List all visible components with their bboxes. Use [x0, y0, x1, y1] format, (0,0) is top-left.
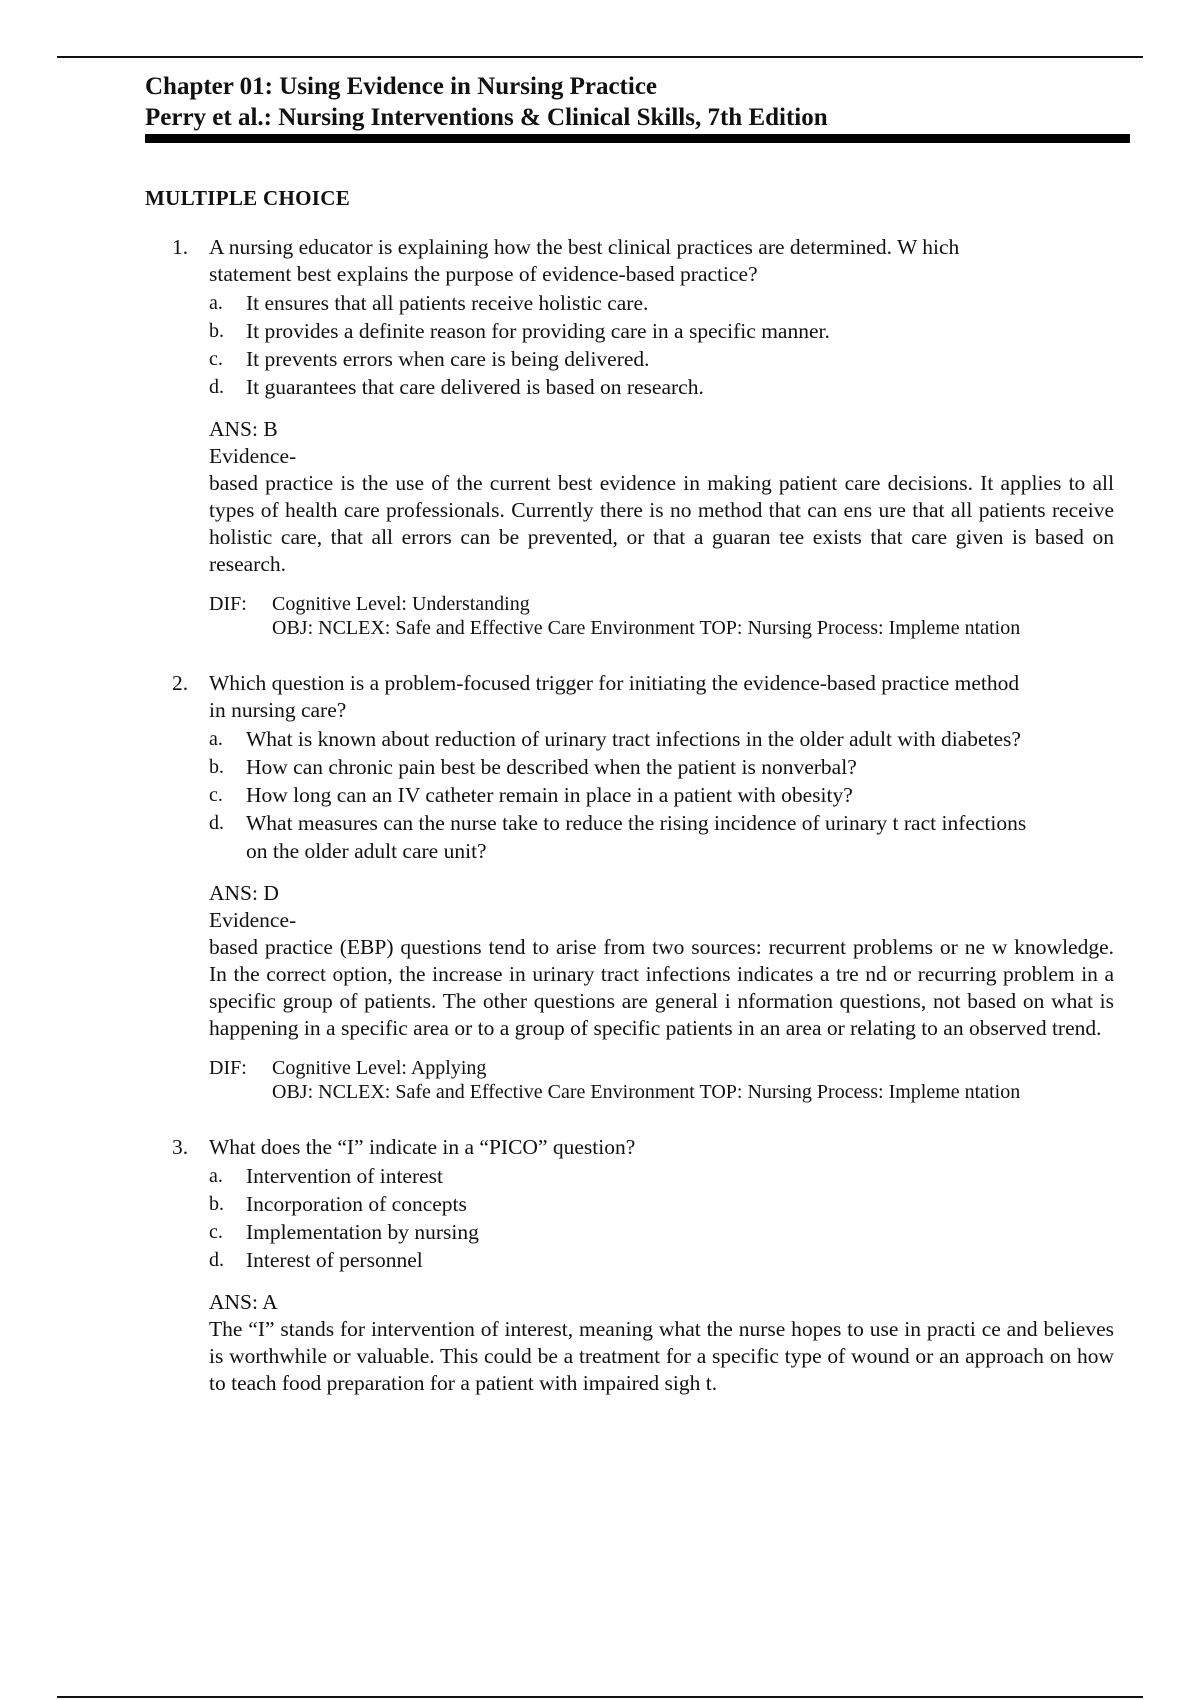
dif-label: DIF:: [209, 1057, 247, 1079]
option-a: [0, 725, 1046, 753]
option-d: [0, 373, 1046, 401]
question-metadata: [0, 592, 1089, 640]
option-text: Implementation by nursing: [246, 1220, 479, 1244]
option-text: Incorporation of concepts: [246, 1192, 467, 1216]
option-d: [0, 809, 1046, 865]
option-c: [0, 781, 1046, 809]
option-letter: d.: [209, 812, 224, 834]
option-text: What measures can the nurse take to reduce the rising incidence of urinary t ract infections on the older adult care unit?: [246, 811, 1027, 863]
option-c: [0, 1218, 1046, 1246]
bottom-rule: [57, 1696, 1143, 1698]
question-stem: [0, 234, 1039, 288]
answer-key: ANS: A: [209, 1290, 278, 1314]
question-1: [0, 234, 1200, 640]
document-header: [145, 71, 1130, 133]
option-b: [0, 753, 1046, 781]
question-text: What does the “I” indicate in a “PICO” question?: [209, 1135, 636, 1159]
top-rule: [57, 56, 1143, 58]
question-stem: [0, 1134, 1039, 1161]
dif-label: DIF:: [209, 593, 247, 615]
question-number: 1.: [172, 235, 189, 259]
option-letter: a.: [209, 728, 223, 750]
difficulty: Cognitive Level: Understanding: [272, 593, 530, 615]
option-b: [0, 1190, 1046, 1218]
option-d: [0, 1246, 1046, 1274]
question-3: [0, 1134, 1200, 1397]
section-title: MULTIPLE CHOICE: [145, 186, 351, 210]
answer-key: ANS: B: [209, 417, 278, 441]
book-title: Perry et al.: Nursing Interventions & Clinical Skills, 7th Edition: [145, 104, 828, 131]
question-number: 2.: [172, 671, 189, 695]
option-list: [0, 725, 1200, 865]
option-text: It prevents errors when care is being delivered.: [246, 347, 650, 371]
question-number: 3.: [172, 1135, 189, 1159]
question-stem: [0, 670, 1039, 724]
option-text: How can chronic pain best be described when the patient is nonverbal?: [246, 755, 857, 779]
option-letter: b.: [209, 320, 224, 342]
option-letter: a.: [209, 1165, 223, 1187]
option-b: [0, 317, 1046, 345]
option-text: Interest of personnel: [246, 1248, 423, 1272]
option-a: [0, 289, 1046, 317]
question-list: [0, 234, 1200, 1427]
option-text: It ensures that all patients receive holistic care.: [246, 291, 649, 315]
option-text: Intervention of interest: [246, 1164, 444, 1188]
option-list: [0, 1162, 1200, 1274]
rationale: Evidence- based practice is the use of the current best evidence in making patient care decisions. It applies to all types of health care professionals. Currently there is no method that can ens ure that all patients receive holistic care, that all errors can be prevented, or that a guaran tee exists that care given is based on research.: [209, 444, 1114, 576]
option-text: It provides a definite reason for providing care in a specific manner.: [246, 319, 830, 343]
question-2: [0, 670, 1200, 1104]
rationale: The “I” stands for intervention of interest, meaning what the nurse hopes to use in practi ce and believes is worthwhile or valuable. This could be a treatment for a specific type of wound or an approach on how to teach food preparation for a patient with impaired sigh t.: [209, 1317, 1114, 1395]
option-letter: b.: [209, 1193, 224, 1215]
answer-key: ANS: D: [209, 881, 279, 905]
option-letter: d.: [209, 1249, 224, 1271]
difficulty: Cognitive Level: Applying: [272, 1057, 487, 1079]
objective: OBJ: NCLEX: Safe and Effective Care Environment TOP: Nursing Process: Impleme ntation: [272, 1081, 1021, 1103]
option-letter: a.: [209, 292, 223, 314]
question-metadata: [0, 1056, 1089, 1104]
header-bar: [145, 134, 1130, 143]
option-letter: c.: [209, 784, 223, 806]
question-text: A nursing educator is explaining how the best clinical practices are determined. W hich statement best explains the purpose of evidence-based practice?: [209, 235, 960, 286]
rationale: Evidence- based practice (EBP) questions tend to arise from two sources: recurrent problems or ne w knowledge. In the correct option, the increase in urinary tract infections indicates a tre nd or recurring problem in a specific group of patients. The other questions are general i nformation questions, not based on what is happening in a specific area or to a group of specific patients in an area or relating to an observed trend.: [209, 908, 1114, 1040]
objective: OBJ: NCLEX: Safe and Effective Care Environment TOP: Nursing Process: Impleme ntation: [272, 617, 1021, 639]
option-text: It guarantees that care delivered is based on research.: [246, 375, 704, 399]
option-letter: d.: [209, 376, 224, 398]
option-letter: b.: [209, 756, 224, 778]
option-a: [0, 1162, 1046, 1190]
option-text: How long can an IV catheter remain in place in a patient with obesity?: [246, 783, 853, 807]
question-text: Which question is a problem-focused trigger for initiating the evidence-based practice method in nursing care?: [209, 671, 1020, 722]
option-letter: c.: [209, 1221, 223, 1243]
option-letter: c.: [209, 348, 223, 370]
chapter-title: Chapter 01: Using Evidence in Nursing Practice: [145, 73, 658, 100]
option-text: What is known about reduction of urinary tract infections in the older adult with diabetes?: [246, 727, 1021, 751]
option-c: [0, 345, 1046, 373]
option-list: [0, 289, 1200, 401]
